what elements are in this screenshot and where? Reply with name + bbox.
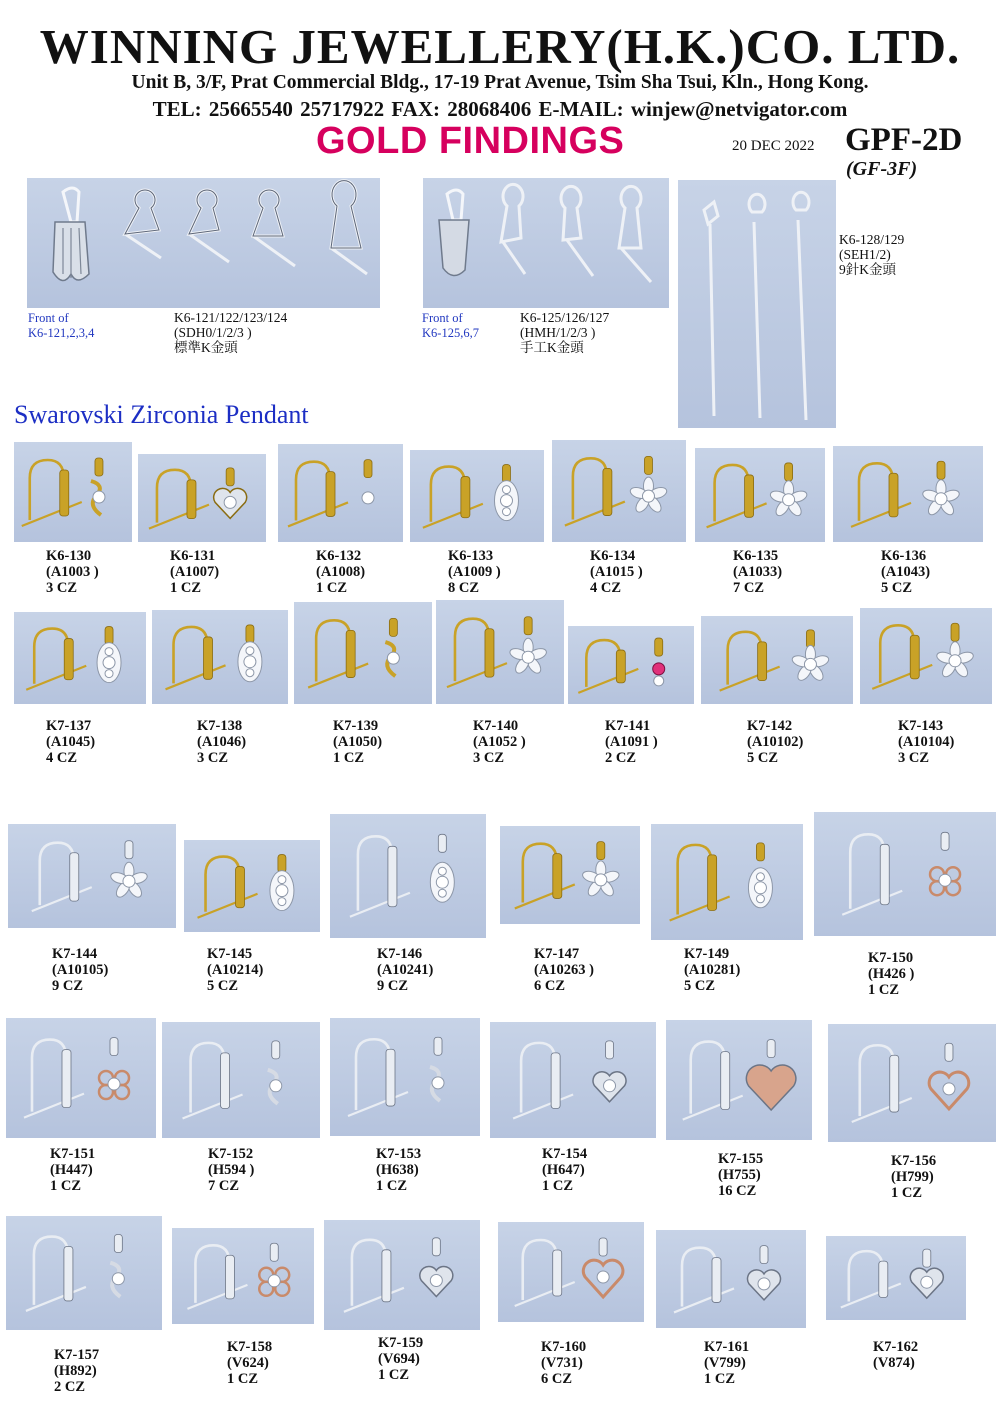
finding-label-2 bbox=[520, 310, 609, 355]
finding-label-3 bbox=[839, 232, 904, 277]
product-photo bbox=[500, 826, 640, 924]
product-ref: (A1043) bbox=[881, 564, 931, 580]
product-photo bbox=[152, 610, 288, 704]
finding-front-photo-2 bbox=[423, 178, 481, 308]
product-ref: (A10263 ) bbox=[534, 962, 595, 978]
product-label bbox=[52, 946, 108, 994]
product-label bbox=[704, 1339, 749, 1387]
product-cz-count: 1 CZ bbox=[316, 580, 348, 596]
product-label bbox=[718, 1151, 763, 1199]
product-cz-count: 1 CZ bbox=[170, 580, 202, 596]
product-code: K7-156 bbox=[891, 1153, 937, 1169]
product-code: K7-154 bbox=[542, 1146, 588, 1162]
product-ref: (A10281) bbox=[684, 962, 741, 978]
product-code: K7-160 bbox=[541, 1339, 587, 1355]
product-photo bbox=[410, 450, 544, 542]
product-ref: (H647) bbox=[542, 1162, 585, 1178]
product-photo bbox=[8, 824, 176, 928]
product-photo bbox=[14, 612, 146, 704]
product-label bbox=[333, 718, 382, 766]
product-cz-count: 3 CZ bbox=[197, 750, 229, 766]
product-cz-count: 1 CZ bbox=[227, 1371, 259, 1387]
finding-code: K6-128/129 bbox=[839, 232, 905, 247]
product-ref: (A10241) bbox=[377, 962, 434, 978]
product-label bbox=[208, 1146, 254, 1194]
product-cz-count: 9 CZ bbox=[377, 978, 409, 994]
product-photo bbox=[826, 1236, 966, 1320]
product-label bbox=[605, 718, 658, 766]
product-label bbox=[881, 548, 930, 596]
product-code: K7-139 bbox=[333, 718, 379, 734]
product-photo bbox=[162, 1022, 320, 1138]
product-code: K7-138 bbox=[197, 718, 243, 734]
product-label bbox=[733, 548, 782, 596]
product-code: K7-141 bbox=[605, 718, 651, 734]
product-photo bbox=[552, 440, 686, 542]
product-cz-count: 1 CZ bbox=[891, 1185, 923, 1201]
product-label bbox=[54, 1347, 99, 1395]
product-label bbox=[378, 1335, 423, 1383]
product-cz-count: 2 CZ bbox=[54, 1379, 86, 1395]
product-label bbox=[46, 548, 99, 596]
finding-label-1 bbox=[174, 310, 287, 355]
product-cz-count: 7 CZ bbox=[208, 1178, 240, 1194]
product-cz-count: 1 CZ bbox=[704, 1371, 736, 1387]
finding-desc: 標準K金頭 bbox=[174, 340, 238, 355]
product-photo bbox=[695, 448, 825, 542]
product-cz-count: 3 CZ bbox=[46, 580, 78, 596]
product-label bbox=[542, 1146, 587, 1194]
finding-desc: 手工K金頭 bbox=[520, 340, 584, 355]
product-photo bbox=[14, 442, 132, 542]
product-cz-count: 5 CZ bbox=[881, 580, 913, 596]
product-cz-count: 4 CZ bbox=[590, 580, 622, 596]
product-photo bbox=[6, 1018, 156, 1138]
product-code: K7-147 bbox=[534, 946, 580, 962]
product-ref: (V624) bbox=[227, 1355, 269, 1371]
product-photo bbox=[651, 824, 803, 940]
product-label bbox=[207, 946, 263, 994]
product-cz-count: 6 CZ bbox=[541, 1371, 573, 1387]
product-code: K6-131 bbox=[170, 548, 216, 564]
product-label bbox=[376, 1146, 421, 1194]
product-code: K7-153 bbox=[376, 1146, 422, 1162]
product-cz-count: 9 CZ bbox=[52, 978, 84, 994]
product-code: K7-151 bbox=[50, 1146, 96, 1162]
product-ref: (A10105) bbox=[52, 962, 109, 978]
product-cz-count: 4 CZ bbox=[46, 750, 78, 766]
product-cz-count: 3 CZ bbox=[473, 750, 505, 766]
product-photo bbox=[666, 1020, 812, 1140]
product-ref: (V799) bbox=[704, 1355, 746, 1371]
product-code: K7-161 bbox=[704, 1339, 750, 1355]
product-ref: (A1050) bbox=[333, 734, 383, 750]
finding-photo-3 bbox=[678, 180, 836, 428]
product-ref: (A1052 ) bbox=[473, 734, 526, 750]
product-code: K6-132 bbox=[316, 548, 362, 564]
finding-desc: 9針K金頭 bbox=[839, 262, 896, 277]
product-photo bbox=[656, 1230, 806, 1328]
product-label bbox=[377, 946, 433, 994]
product-ref: (V874) bbox=[873, 1355, 915, 1371]
product-photo bbox=[172, 1228, 314, 1324]
product-photo bbox=[833, 446, 983, 542]
product-photo bbox=[498, 1222, 644, 1322]
product-code: K7-159 bbox=[378, 1335, 424, 1351]
product-ref: (H799) bbox=[891, 1169, 934, 1185]
finding-photo-2 bbox=[481, 178, 669, 308]
product-ref: (A1003 ) bbox=[46, 564, 99, 580]
product-code: K7-152 bbox=[208, 1146, 254, 1162]
product-label bbox=[197, 718, 246, 766]
product-photo bbox=[330, 814, 486, 938]
product-cz-count: 5 CZ bbox=[684, 978, 716, 994]
product-label bbox=[873, 1339, 918, 1371]
product-photo bbox=[278, 444, 403, 542]
product-cz-count: 5 CZ bbox=[747, 750, 779, 766]
product-label bbox=[448, 548, 501, 596]
product-label bbox=[473, 718, 526, 766]
product-label bbox=[891, 1153, 936, 1201]
product-code: K7-150 bbox=[868, 950, 914, 966]
finding-type: (SDH0/1/2/3 ) bbox=[174, 325, 252, 340]
company-contact: TEL: 25665540 25717922 FAX: 28068406 E-MAIL: winjew@netvigator.com bbox=[152, 97, 848, 121]
product-cz-count: 6 CZ bbox=[534, 978, 566, 994]
product-label bbox=[46, 718, 95, 766]
product-cz-count: 1 CZ bbox=[378, 1367, 410, 1383]
product-cz-count: 1 CZ bbox=[50, 1178, 82, 1194]
product-label bbox=[227, 1339, 272, 1387]
product-code: K6-135 bbox=[733, 548, 779, 564]
product-photo bbox=[814, 812, 996, 936]
product-label bbox=[898, 718, 954, 766]
product-ref: (A10102) bbox=[747, 734, 804, 750]
product-photo bbox=[860, 608, 992, 704]
product-ref: (A1033) bbox=[733, 564, 783, 580]
product-cz-count: 7 CZ bbox=[733, 580, 765, 596]
finding-front-note-2: Front of K6-125,6,7 bbox=[422, 311, 479, 340]
product-photo bbox=[828, 1024, 996, 1142]
finding-front-note-1: Front of K6-121,2,3,4 bbox=[28, 311, 95, 340]
product-ref: (A1046) bbox=[197, 734, 247, 750]
product-photo bbox=[436, 600, 564, 704]
product-code: K7-157 bbox=[54, 1347, 100, 1363]
product-code: K6-130 bbox=[46, 548, 92, 564]
section-title: Swarovski Zirconia Pendant bbox=[14, 400, 309, 429]
product-code: K7-143 bbox=[898, 718, 944, 734]
product-ref: (A10104) bbox=[898, 734, 955, 750]
product-code: K7-142 bbox=[747, 718, 793, 734]
product-cz-count: 8 CZ bbox=[448, 580, 480, 596]
product-ref: (A1007) bbox=[170, 564, 220, 580]
product-code: K7-145 bbox=[207, 946, 253, 962]
product-ref: (A1045) bbox=[46, 734, 96, 750]
product-label bbox=[534, 946, 594, 994]
product-code: K7-140 bbox=[473, 718, 519, 734]
product-label bbox=[590, 548, 643, 596]
catalog-date: 20 DEC 2022 bbox=[732, 138, 815, 154]
product-label bbox=[541, 1339, 586, 1387]
product-ref: (H594 ) bbox=[208, 1162, 255, 1178]
product-ref: (H755) bbox=[718, 1167, 761, 1183]
finding-photo-1 bbox=[105, 178, 380, 308]
product-ref: (A1015 ) bbox=[590, 564, 643, 580]
product-code: K6-134 bbox=[590, 548, 636, 564]
product-code: K7-144 bbox=[52, 946, 98, 962]
product-label bbox=[50, 1146, 95, 1194]
product-code: K6-136 bbox=[881, 548, 927, 564]
finding-front-photo-1 bbox=[27, 178, 105, 308]
product-photo bbox=[324, 1220, 480, 1330]
product-photo bbox=[330, 1018, 480, 1136]
product-code: K7-162 bbox=[873, 1339, 919, 1355]
product-ref: (H447) bbox=[50, 1162, 93, 1178]
product-label bbox=[747, 718, 803, 766]
product-photo bbox=[568, 626, 694, 704]
product-label bbox=[316, 548, 365, 596]
finding-code: K6-125/126/127 bbox=[520, 310, 610, 325]
catalog-title: GOLD FINDINGS bbox=[316, 120, 625, 162]
product-label bbox=[684, 946, 740, 994]
product-cz-count: 2 CZ bbox=[605, 750, 637, 766]
product-code: K7-158 bbox=[227, 1339, 273, 1355]
product-photo bbox=[490, 1022, 656, 1138]
product-photo bbox=[701, 616, 853, 704]
product-cz-count: 1 CZ bbox=[333, 750, 365, 766]
catalog-code: GPF-2D bbox=[845, 122, 963, 158]
product-label bbox=[868, 950, 914, 998]
product-ref: (A1008) bbox=[316, 564, 366, 580]
finding-code: K6-121/122/123/124 bbox=[174, 310, 288, 325]
product-photo bbox=[184, 840, 320, 932]
product-photo bbox=[294, 602, 432, 704]
product-ref: (A1091 ) bbox=[605, 734, 658, 750]
product-cz-count: 3 CZ bbox=[898, 750, 930, 766]
product-cz-count: 5 CZ bbox=[207, 978, 239, 994]
product-cz-count: 16 CZ bbox=[718, 1183, 757, 1199]
product-ref: (V694) bbox=[378, 1351, 420, 1367]
product-code: K7-146 bbox=[377, 946, 423, 962]
company-name: WINNING JEWELLERY(H.K.)CO. LTD. bbox=[39, 19, 961, 74]
product-code: K7-155 bbox=[718, 1151, 764, 1167]
product-ref: (H892) bbox=[54, 1363, 97, 1379]
product-ref: (A10214) bbox=[207, 962, 264, 978]
catalog-subcode: (GF-3F) bbox=[846, 158, 918, 180]
product-ref: (H426 ) bbox=[868, 966, 915, 982]
product-cz-count: 1 CZ bbox=[376, 1178, 408, 1194]
product-ref: (V731) bbox=[541, 1355, 583, 1371]
product-code: K6-133 bbox=[448, 548, 494, 564]
product-cz-count: 1 CZ bbox=[868, 982, 900, 998]
product-photo bbox=[6, 1216, 162, 1330]
product-code: K7-149 bbox=[684, 946, 730, 962]
finding-type: (HMH/1/2/3 ) bbox=[520, 325, 596, 340]
product-ref: (H638) bbox=[376, 1162, 419, 1178]
product-label bbox=[170, 548, 219, 596]
product-code: K7-137 bbox=[46, 718, 92, 734]
product-photo bbox=[138, 454, 266, 542]
company-address: Unit B, 3/F, Prat Commercial Bldg., 17-19 Prat Avenue, Tsim Sha Tsui, Kln., Hong Kong. bbox=[131, 72, 869, 93]
product-ref: (A1009 ) bbox=[448, 564, 501, 580]
product-cz-count: 1 CZ bbox=[542, 1178, 574, 1194]
finding-type: (SEH1/2) bbox=[839, 247, 891, 262]
